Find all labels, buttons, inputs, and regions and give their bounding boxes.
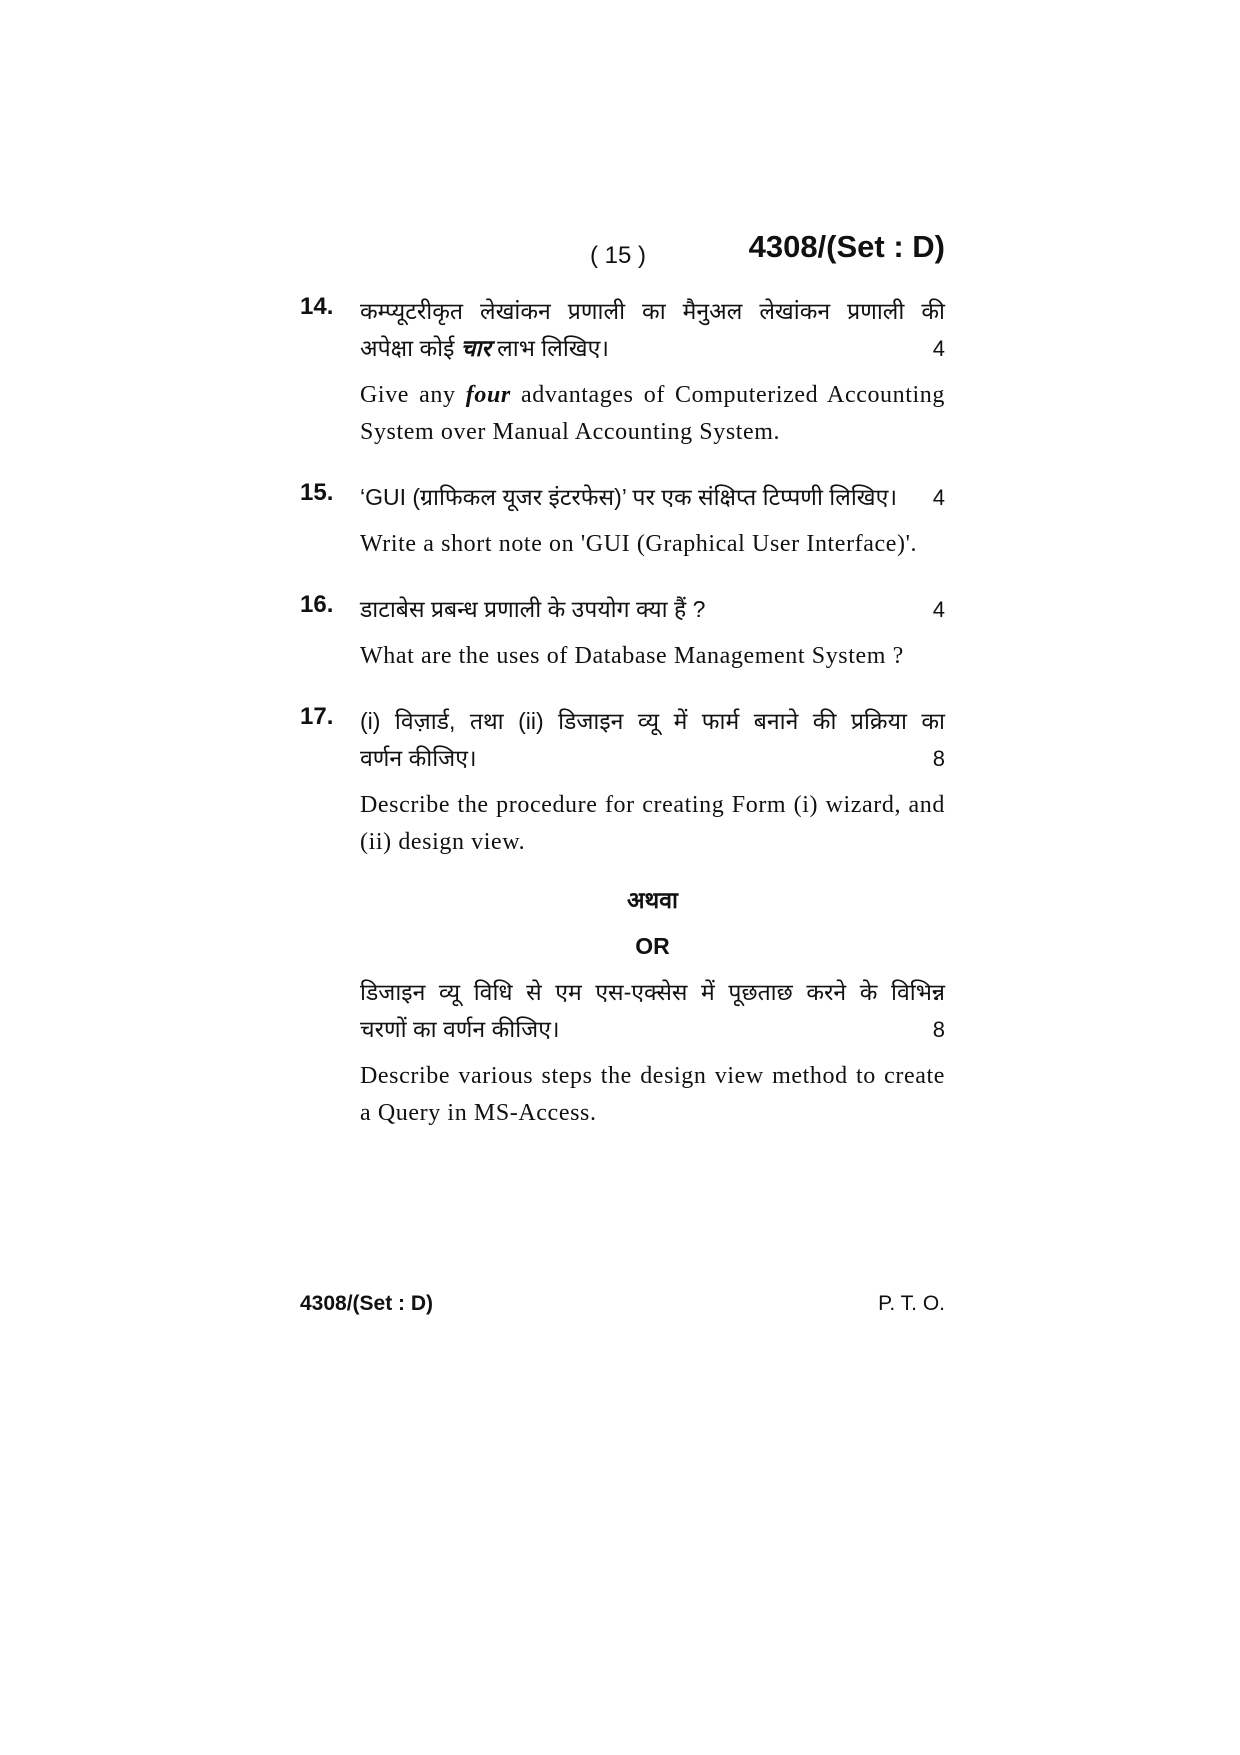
question-number: 17.	[300, 703, 334, 730]
alt-hindi-text-line1: डिजाइन व्यू विधि से एम एस-एक्सेस में पूछताछ करने के विभिन्न	[360, 979, 945, 1005]
english-text: What are the uses of Database Management System ?	[360, 643, 904, 669]
hindi-text: अपेक्षा कोई	[360, 335, 461, 361]
question-number: 16.	[300, 591, 334, 618]
hindi-text: लाभ लिखिए।	[490, 335, 610, 361]
hindi-emphasis: चार	[460, 335, 491, 361]
english-text: Describe the procedure for creating Form (i) wizard, and (ii) design view.	[360, 792, 945, 855]
question-16	[300, 591, 945, 675]
marks: 4	[932, 485, 945, 510]
or-english: OR	[635, 933, 670, 959]
or-hindi: अथवा	[626, 887, 678, 913]
hindi-text: ‘GUI (ग्राफिकल यूजर इंटरफेस)’ पर एक संक्षिप्त टिप्पणी लिखिए।	[360, 484, 898, 510]
english-emphasis: four	[465, 382, 511, 408]
hindi-text-line1: (i) विज़ार्ड, तथा (ii) डिजाइन व्यू में फार्म बनाने की प्रक्रिया का	[360, 708, 945, 734]
question-17	[300, 703, 945, 1132]
alt-hindi-text-line2	[360, 1011, 945, 1048]
page-number: ( 15 )	[590, 242, 647, 269]
hindi-text: वर्णन कीजिए।	[360, 745, 477, 771]
question-page	[300, 225, 945, 1132]
hindi-text: डाटाबेस प्रबन्ध प्रणाली के उपयोग क्या हैं ?	[360, 596, 706, 622]
marks: 4	[932, 597, 945, 622]
paper-code-header: 4308/(Set : D)	[748, 229, 945, 264]
hindi-text-line1	[360, 591, 945, 628]
page-header	[300, 225, 945, 285]
marks: 8	[932, 746, 945, 771]
english-text: Give any four advantages of Computerized Accounting System over Manual Accounting System.	[360, 382, 945, 445]
hindi-text-line2	[360, 740, 945, 777]
question-number: 14.	[300, 293, 334, 320]
marks: 4	[932, 336, 945, 361]
question-15	[300, 479, 945, 563]
pto-label: P. T. O.	[878, 1292, 945, 1315]
marks: 8	[932, 1017, 945, 1042]
paper-code-footer: 4308/(Set : D)	[300, 1292, 434, 1315]
hindi-text: चरणों का वर्णन कीजिए।	[360, 1016, 560, 1042]
question-14	[300, 293, 945, 451]
question-number: 15.	[300, 479, 334, 506]
english-text: Write a short note on 'GUI (Graphical User Interface)'.	[360, 531, 918, 557]
hindi-text-line1: कम्प्यूटरीकृत लेखांकन प्रणाली का मैनुअल लेखांकन प्रणाली की	[360, 298, 945, 324]
hindi-text-line1	[360, 479, 945, 516]
alt-english-text: Describe various steps the design view method to create a Query in MS-Access.	[360, 1063, 945, 1126]
hindi-text-line2	[360, 330, 945, 367]
